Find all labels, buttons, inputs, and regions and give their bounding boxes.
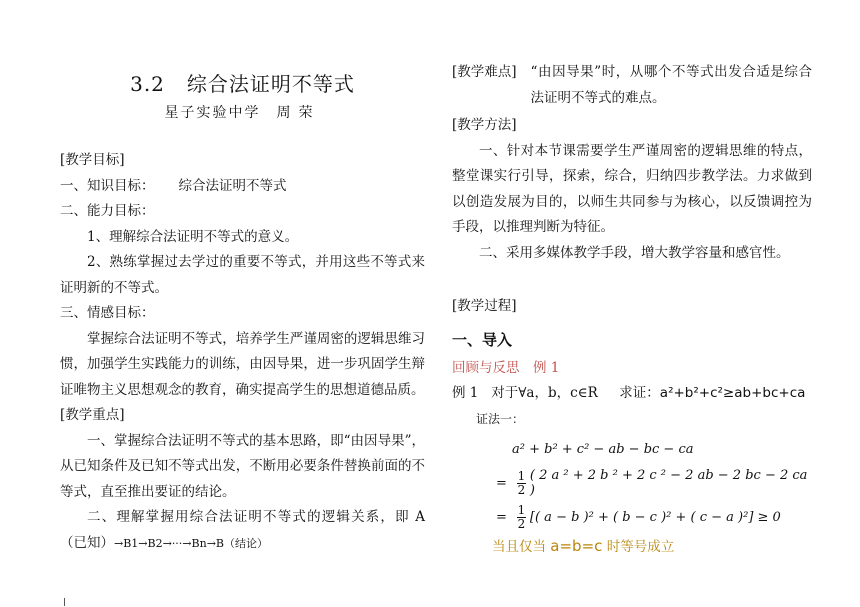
expr-2: [( a − b )² + ( b − c )² + ( c − a )²] ≥ 0 [529, 509, 781, 525]
fraction-denominator: 2 [517, 516, 526, 531]
title-number: 3.2 [130, 72, 165, 96]
author-name: 周荣 [276, 105, 321, 121]
method-1: 一、针对本节课需要学生严谨周密的逻辑思维的特点，整堂课实行引导，探索，综合，归纳四步教学法。力求做到以创造发展为目的，以师生共同参与为核心，以反馈调控为手段，以推理判断为特征。 [452, 142, 812, 235]
goal2-label: 二、能力目标： [60, 203, 155, 219]
goals-heading: [教学目标] [60, 152, 125, 168]
goal2-item1: 1、理解综合法证明不等式的意义。 [87, 228, 299, 245]
author-line [60, 102, 425, 122]
page-title [60, 68, 425, 96]
goal2-item2: 2、熟练掌握过去学过的重要不等式，并用这些不等式来证明新的不等式。 [60, 254, 425, 296]
key-heading: [教学重点] [60, 407, 125, 423]
process-heading: [教学过程] [452, 298, 517, 314]
key-point-1: 一、掌握综合法证明不等式的基本思路，即“由因导果”，从已知条件及已知不等式出发，不断用必要条件替换前面的不等式，直至推出要证的结论。 [60, 432, 425, 500]
example-given: 对于∀a，b，c∈R [491, 385, 598, 401]
author-school: 星子实验中学 [164, 105, 261, 121]
expr-0: a² + b² + c² − ab − bc − ca [512, 441, 694, 457]
key-point-2-chain: →B1→B2→···→Bn→B（结论） [114, 536, 268, 550]
difficulty-label: [教学难点] [452, 64, 517, 80]
title-text: 综合法证明不等式 [186, 72, 355, 96]
proof-expr-0 [452, 432, 812, 466]
difficulty [452, 60, 812, 111]
page-edge-mark [64, 598, 65, 606]
example-prove-label: 求证： [619, 385, 660, 401]
right-column [452, 60, 812, 561]
equality-suffix: 时等号成立 [602, 539, 675, 555]
review-label: 回顾与反思 例 1 [452, 359, 560, 376]
difficulty-text: “由因导果”时，从哪个不等式出发合适是综合法证明不等式的难点。 [530, 64, 812, 106]
method-heading: [教学方法] [452, 117, 517, 133]
section-intro-heading: 一、导入 [452, 330, 513, 349]
goal3-text: 掌握综合法证明不等式，培养学生严谨周密的逻辑思维习惯，加强学生实践能力的训练，由因导果，进一步巩固学生辩证唯物主义思想观念的教育，确实提高学生的思想道德品质。 [60, 330, 425, 398]
fraction-half-1 [517, 470, 526, 497]
equality-prefix: 当且仅当 [492, 539, 551, 555]
fraction-numerator: 1 [517, 468, 526, 483]
equals-sign-1: = [496, 475, 507, 491]
goal3-label: 三、情感目标： [60, 305, 155, 321]
key-point-2 [60, 505, 425, 556]
key-point-2-text: 二、理解掌握用综合法证明不等式的逻辑关系，即 A（已知） [60, 509, 425, 551]
proof-line-2 [452, 500, 812, 534]
equality-cond: a=b=c [550, 537, 603, 555]
proof-line-1 [452, 466, 812, 500]
expr-1: ( 2 a ² + 2 b ² + 2 c ² − 2 ab − 2 bc − 2 ca ) [529, 468, 808, 498]
goal1-text: 综合法证明不等式 [178, 177, 287, 194]
example-inequality: a²+b²+c²≥ab+bc+ca [659, 385, 806, 401]
example-1 [452, 381, 812, 407]
goal1 [60, 174, 425, 200]
goal1-label: 一、知识目标： [60, 177, 155, 194]
fraction-half-2 [517, 504, 526, 531]
method-2: 二、采用多媒体教学手段，增大教学容量和感官性。 [479, 244, 790, 261]
fraction-denominator: 2 [517, 482, 526, 497]
equals-sign-2: = [496, 509, 507, 525]
proof-label: 证法一： [476, 411, 525, 426]
left-column [60, 60, 425, 556]
fraction-numerator: 1 [517, 502, 526, 517]
equality-condition [452, 534, 812, 561]
example-label: 例 1 [452, 385, 479, 401]
